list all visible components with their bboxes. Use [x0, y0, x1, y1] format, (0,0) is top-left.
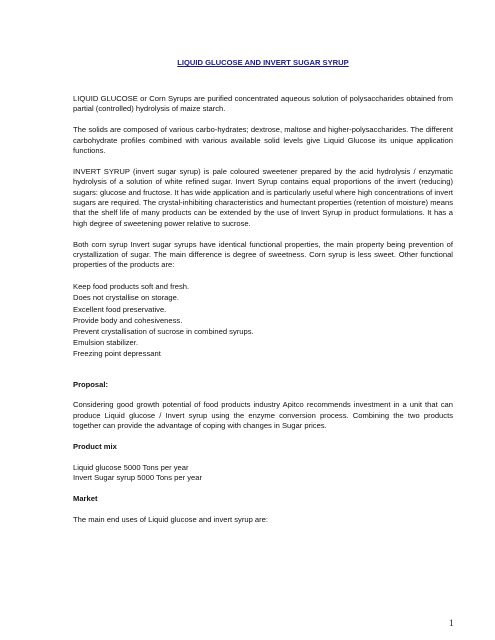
- properties-list: [73, 281, 453, 359]
- list-item: Liquid glucose 5000 Tons per year: [73, 462, 189, 472]
- product-mix-heading: Product mix: [73, 442, 117, 452]
- product-mix-list: [73, 463, 453, 484]
- list-item: Keep food products soft and fresh.: [73, 282, 190, 292]
- list-item: Emulsion stabilizer.: [73, 338, 138, 348]
- list-item: Provide body and cohesiveness.: [73, 315, 183, 325]
- document-title: LIQUID GLUCOSE AND INVERT SUGAR SYRUP: [177, 58, 349, 67]
- market-heading: Market: [73, 494, 98, 504]
- paragraph-invert-syrup: INVERT SYRUP (invert sugar syrup) is pale coloured sweetener prepared by the acid hydrolysis / enzymatic hydrolysis of a solution of white refined sugar. Invert Syrup contains equal proportions of the invert (reducing) sugars: glucose and fructose. It has wide application and is particularly useful where high concentrations of invert sugars are required. The crystal-inhibiting characteristics and humectant properties (retention of moisture) means that the shelf life of many products can be extended by the use of Invert Syrup in product formulations. It has a high degree of sweetening power relative to sucrose.: [73, 166, 453, 228]
- list-item: Invert Sugar syrup 5000 Tons per year: [73, 473, 203, 483]
- list-item: Excellent food preservative.: [73, 304, 167, 314]
- list-item: Freezing point depressant: [73, 349, 161, 359]
- paragraph-liquid-glucose: LIQUID GLUCOSE or Corn Syrups are purified concentrated aqueous solution of polysaccharides obtained from partial (controlled) hydrolysis of maize starch.: [73, 94, 453, 114]
- list-item: Does not crystallise on storage.: [73, 293, 179, 303]
- proposal-heading: Proposal:: [73, 379, 109, 389]
- market-text: The main end uses of Liquid glucose and invert syrup are:: [73, 514, 269, 524]
- list-item: Prevent crystallisation of sucrose in combined syrups.: [73, 327, 254, 337]
- paragraph-functional-properties: Both corn syrup Invert sugar syrups have identical functional properties, the main property being prevention of crystallization of sugar. The main difference is degree of sweetness. Corn syrup is less sweet. Other functional properties of the products are:: [73, 239, 453, 270]
- paragraph-solids: The solids are composed of various carbo-hydrates; dextrose, maltose and higher-polysaccharides. The different carbohydrate profiles combined with various available solid levels give Liquid Glucose its unique application functions.: [73, 125, 453, 156]
- page-number: 1: [449, 618, 454, 628]
- proposal-text: Considering good growth potential of food products industry Apitco recommends investment in a unit that can produce Liquid glucose / Invert syrup using the enzyme conversion process. Combining the two products together can provide the advantage of coping with changes in Sugar prices.: [73, 400, 453, 431]
